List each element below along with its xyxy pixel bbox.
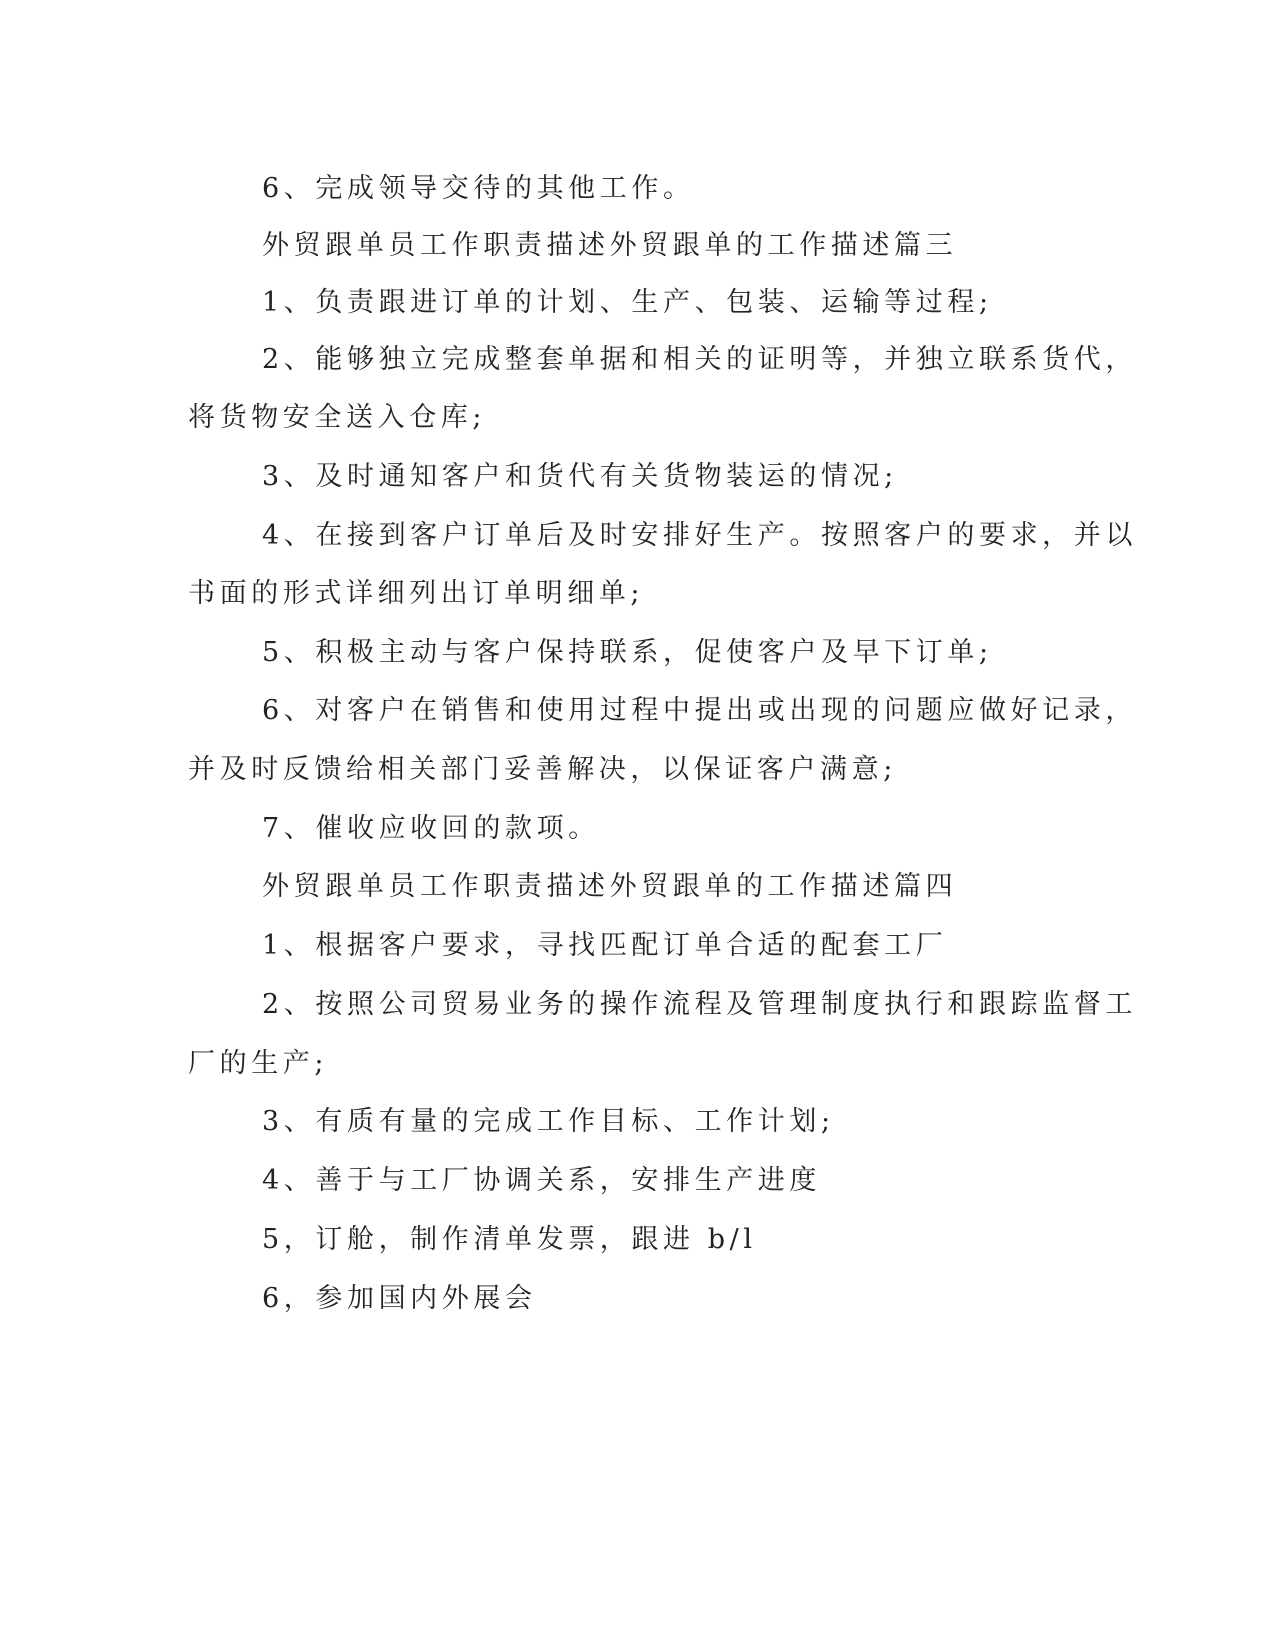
paragraph-line: 6、对客户在销售和使用过程中提出或出现的问题应做好记录， [262, 695, 1137, 726]
paragraph-line: 1、根据客户要求，寻找匹配订单合适的配套工厂 [262, 930, 948, 961]
section-heading: 外贸跟单员工作职责描述外贸跟单的工作描述篇四 [262, 871, 958, 902]
paragraph-line: 4、在接到客户订单后及时安排好生产。按照客户的要求，并以 [262, 520, 1137, 551]
paragraph-line: 4、善于与工厂协调关系，安排生产进度 [262, 1165, 821, 1196]
paragraph-line: 2、按照公司贸易业务的操作流程及管理制度执行和跟踪监督工 [262, 989, 1137, 1020]
paragraph-line: 厂的生产; [188, 1048, 329, 1079]
paragraph-line: 将货物安全送入仓库; [188, 402, 487, 433]
paragraph-line: 5、积极主动与客户保持联系，促使客户及早下订单; [262, 637, 993, 668]
paragraph-line: 7、催收应收回的款项。 [262, 813, 600, 844]
paragraph-line: 2、能够独立完成整套单据和相关的证明等，并独立联系货代， [262, 344, 1137, 375]
paragraph-line: 3、及时通知客户和货代有关货物装运的情况; [262, 461, 898, 492]
paragraph-line: 5，订舱，制作清单发票，跟进 b/l [262, 1224, 757, 1255]
paragraph-line: 书面的形式详细列出订单明细单; [188, 578, 645, 609]
paragraph-line: 1、负责跟进订单的计划、生产、包装、运输等过程; [262, 287, 993, 318]
section-heading: 外贸跟单员工作职责描述外贸跟单的工作描述篇三 [262, 230, 958, 261]
paragraph-line: 并及时反馈给相关部门妥善解决，以保证客户满意; [188, 754, 897, 785]
paragraph-line: 6，参加国内外展会 [262, 1283, 537, 1314]
paragraph-line: 6、完成领导交待的其他工作。 [262, 173, 695, 204]
paragraph-line: 3、有质有量的完成工作目标、工作计划; [262, 1106, 835, 1137]
